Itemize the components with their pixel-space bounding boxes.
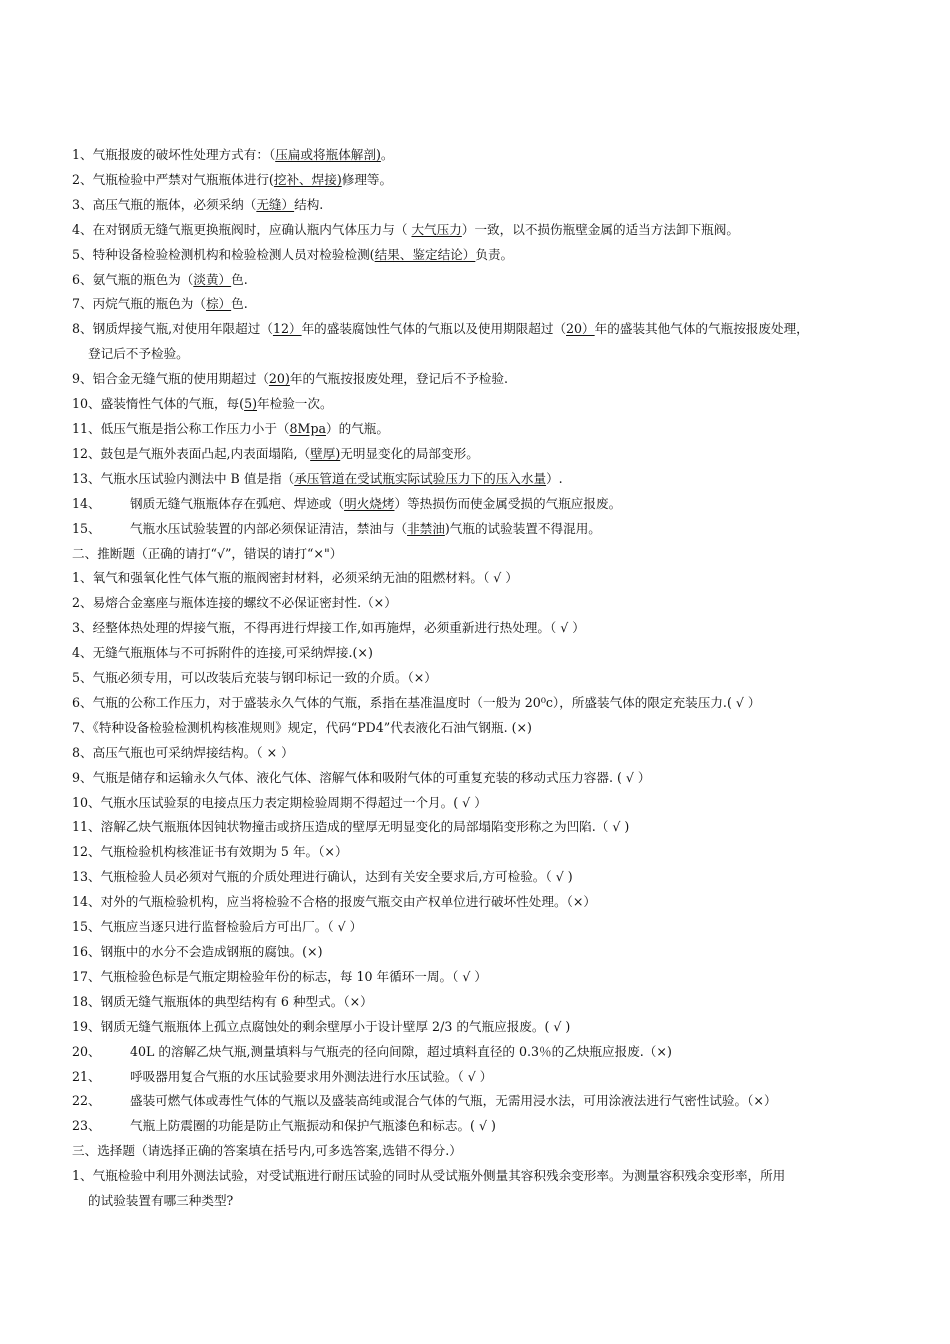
question-text: 6、氨气瓶的瓶色为（ (72, 271, 194, 287)
judgement-question (72, 1040, 902, 1065)
fill-in-question (72, 168, 902, 193)
question-text: 呼吸器用复合气瓶的水压试验要求用外测法进行水压试验。（ √ ） (130, 1068, 493, 1084)
answer-text: 20） (566, 321, 595, 337)
question-text: 年的气瓶按报废处理，登记后不予检验. (289, 371, 508, 387)
answer-text: 淡黄） (193, 271, 232, 287)
question-text: 无明显变化的局部变形。 (340, 445, 479, 461)
question-text: 40L 的溶解乙炔气瓶,测量填料与气瓶壳的径向间隙，超过填料直径的 0.3％的乙炔瓶应报废.（×) (130, 1043, 672, 1059)
document-body (72, 143, 902, 1214)
question-text: 9、气瓶是储存和运输永久气体、液化气体、溶解气体和吸附气体的可重复充装的移动式压力容器. ( √ ） (72, 769, 651, 785)
fill-in-question (72, 517, 902, 542)
question-text: 2、气瓶检验中严禁对气瓶瓶体进行( (72, 171, 274, 187)
question-text: 7、丙烷气瓶的瓶色为（ (72, 296, 206, 312)
choice-question-continuation (72, 1189, 902, 1214)
answer-text: 8Mpa (289, 420, 327, 436)
answer-text: 5) (244, 396, 258, 412)
judgement-question (72, 766, 902, 791)
question-text: 气瓶水压试验装置的内部必须保证清洁，禁油与（ (130, 520, 408, 536)
judgement-question (72, 815, 902, 840)
judgement-question (72, 1089, 902, 1114)
question-text: 15、气瓶应当逐只进行监督检验后方可出厂。（ √ ） (72, 919, 363, 935)
question-text: 色. (231, 296, 248, 312)
question-text: 6、气瓶的公称工作压力，对于盛装永久气体的气瓶，系指在基准温度时（一般为 20⁰c），所盛装气体的限定充装压力.( √ ） (72, 694, 761, 710)
answer-text: 压扁或将瓶体解剖) (275, 147, 381, 162)
question-text: 5、气瓶必须专用，可以改装后充装与钢印标记一致的介质。（×） (72, 670, 437, 686)
question-text: 14、对外的气瓶检验机构，应当将检验不合格的报废气瓶交由产权单位进行破坏性处理。（×） (72, 894, 597, 910)
question-text: 登记后不予检验。 (88, 346, 189, 362)
question-text: 1、气瓶检验中利用外测法试验，对受试瓶进行耐压试验的同时从受试瓶外侧量其容积残余变形率。为测量容积残余变形率，所用 (72, 1168, 786, 1184)
fill-in-question (72, 392, 902, 417)
fill-in-question (72, 467, 902, 492)
question-text: ）的气瓶。 (326, 420, 389, 436)
question-text: 5、特种设备检验检测机构和检验检测人员对检验检测( (72, 246, 375, 262)
question-number: 21、 (72, 1068, 101, 1084)
judgement-question (72, 1065, 902, 1090)
answer-text: 壁厚) (310, 445, 341, 461)
question-text: 的试验装置有哪三种类型? (88, 1193, 234, 1209)
judgement-section (72, 566, 902, 1139)
question-text: 17、气瓶检验色标是气瓶定期检验年份的标志，每 10 年循环一周。（ √ ） (72, 968, 488, 984)
answer-text: 无缝） (256, 196, 295, 212)
judgement-question (72, 666, 902, 691)
question-text: 10、气瓶水压试验泵的电接点压力表定期检验周期不得超过一个月。( √ ） (72, 794, 487, 810)
question-text: 11、溶解乙炔气瓶瓶体因钝状物撞击或挤压造成的壁厚无明显变化的局部塌陷变形称之为凹陷.（ √ ) (72, 819, 630, 835)
fill-in-question (72, 442, 902, 467)
question-text: 1、氧气和强氧化性气体气瓶的瓶阀密封材料，必须采纳无油的阻燃材料。（ √ ） (72, 570, 518, 586)
question-text: 4、在对钢质无缝气瓶更换瓶阀时，应确认瓶内气体压力与（ (72, 221, 412, 237)
judgement-question (72, 716, 902, 741)
fill-in-question (72, 193, 902, 218)
question-text: 13、气瓶水压试验内测法中 B 值是指（ (72, 470, 295, 486)
question-text: 18、钢质无缝气瓶瓶体的典型结构有 6 种型式。（×） (72, 993, 373, 1009)
question-text: 13、气瓶检验人员必须对气瓶的介质处理进行确认，达到有关安全要求后,方可检验。（ √ ) (72, 869, 573, 885)
question-text: 3、高压气瓶的瓶体，必须采纳（ (72, 196, 257, 212)
question-text: 钢质无缝气瓶瓶体存在弧疤、焊迹或（ (130, 495, 345, 511)
judgement-question (72, 741, 902, 766)
judgement-question (72, 641, 902, 666)
question-number: 15、 (72, 520, 101, 536)
question-number: 23、 (72, 1118, 101, 1134)
question-text: ）等热损伤而使金属受损的气瓶应报废。 (394, 495, 622, 511)
question-text: 19、钢质无缝气瓶瓶体上孤立点腐蚀处的剩余壁厚小于设计壁厚 2/3 的气瓶应报废。( √ ) (72, 1018, 571, 1034)
question-text: 8、高压气瓶也可采纳焊接结构。（ × ） (72, 744, 294, 760)
judgement-question (72, 591, 902, 616)
fill-in-question (72, 243, 902, 268)
judgement-question (72, 865, 902, 890)
question-number: 20、 (72, 1043, 101, 1059)
fill-in-question (72, 218, 902, 243)
fill-in-question (72, 367, 902, 392)
fill-in-question (72, 417, 902, 442)
question-text: 结构. (294, 196, 324, 212)
section-title-choice: 三、选择题（请选择正确的答案填在括号内,可多选答案,选错不得分.） (72, 1143, 462, 1159)
question-text: ）. (546, 470, 563, 486)
question-text: 1、气瓶报废的破坏性处理方式有：（ (72, 147, 276, 162)
judgement-question (72, 940, 902, 965)
question-text: 10、盛装惰性气体的气瓶，每( (72, 396, 245, 412)
judgement-question (72, 840, 902, 865)
choice-section (72, 1164, 902, 1214)
judgement-question (72, 990, 902, 1015)
question-text: ）一致，以不损伤瓶壁金属的适当方法卸下瓶阀。 (461, 221, 739, 237)
question-text: 2、易熔合金塞座与瓶体连接的螺纹不必保证密封性.（×） (72, 595, 397, 611)
question-text: 3、经整体热处理的焊接气瓶，不得再进行焊接工作,如再施焊，必须重新进行热处理。（ √ ） (72, 620, 585, 636)
section-title-judgement: 二、推断题（正确的请打“√”，错误的请打“×"） (72, 545, 343, 561)
question-text: )气瓶的试验装置不得混用。 (444, 520, 601, 536)
fill-in-question (72, 143, 902, 168)
answer-text: 非禁油 (407, 520, 445, 536)
question-text: 。 (380, 147, 394, 162)
question-text: 12、气瓶检验机构核准证书有效期为 5 年。（×） (72, 844, 348, 860)
judgement-question (72, 566, 902, 591)
question-text: 负责。 (475, 246, 514, 262)
answer-text: 棕） (205, 296, 232, 312)
judgement-question (72, 915, 902, 940)
choice-question (72, 1164, 902, 1189)
judgement-question (72, 791, 902, 816)
judgement-question (72, 1114, 902, 1139)
answer-text: 结果、鉴定结论） (374, 246, 476, 262)
answer-text: 明火烧烤 (344, 495, 395, 511)
question-text: 12、鼓包是气瓶外表面凸起,内表面塌陷,（ (72, 445, 311, 461)
answer-text: 12） (272, 321, 302, 337)
fill-in-question (72, 292, 902, 317)
question-text: 气瓶上防震圈的功能是防止气瓶振动和保护气瓶漆色和标志。( √ ) (130, 1118, 496, 1134)
question-text: 9、铝合金无缝气瓶的使用期超过（ (72, 371, 269, 387)
judgement-question (72, 1015, 902, 1040)
judgement-question (72, 616, 902, 641)
question-text: 7、《特种设备检验检测机构核准规则》规定，代码“PD4”代表液化石油气钢瓶. (×) (72, 719, 532, 735)
judgement-question (72, 965, 902, 990)
question-text: 11、低压气瓶是指公称工作压力小于（ (72, 420, 290, 436)
question-text: 8、钢质焊接气瓶,对使用年限超过（ (72, 321, 273, 337)
answer-text: 挖补、焊接) (273, 171, 342, 187)
judgement-question (72, 890, 902, 915)
fill-in-section (72, 143, 902, 542)
question-text: 盛装可燃气体或毒性气体的气瓶以及盛装高纯或混合气体的气瓶，无需用浸水法，可用涂液法进行气密性试验。（×） (130, 1093, 777, 1109)
fill-in-question (72, 317, 902, 342)
fill-in-question (72, 268, 902, 293)
question-text: 16、钢瓶中的水分不会造成钢瓶的腐蚀。(×) (72, 944, 323, 959)
question-text: 年检验一次。 (257, 396, 333, 412)
question-text: 年的盛装腐蚀性气体的气瓶以及使用期限超过（ (301, 321, 567, 337)
question-text: 色. (231, 271, 248, 287)
question-number: 14、 (72, 495, 101, 511)
fill-in-question (72, 492, 902, 517)
judgement-question (72, 691, 902, 716)
question-text: 4、无缝气瓶瓶体与不可拆附件的连接,可采纳焊接.(×) (72, 645, 373, 661)
answer-text: 大气压力 (411, 221, 462, 237)
question-text: 年的盛装其他气体的气瓶按报废处理， (594, 321, 809, 337)
question-number: 22、 (72, 1093, 101, 1109)
answer-text: 20) (268, 371, 290, 387)
question-text: 修理等。 (341, 171, 393, 187)
fill-in-question-continuation (72, 342, 902, 367)
answer-text: 承压管道在受试瓶实际试验压力下的压入水量 (294, 470, 547, 486)
